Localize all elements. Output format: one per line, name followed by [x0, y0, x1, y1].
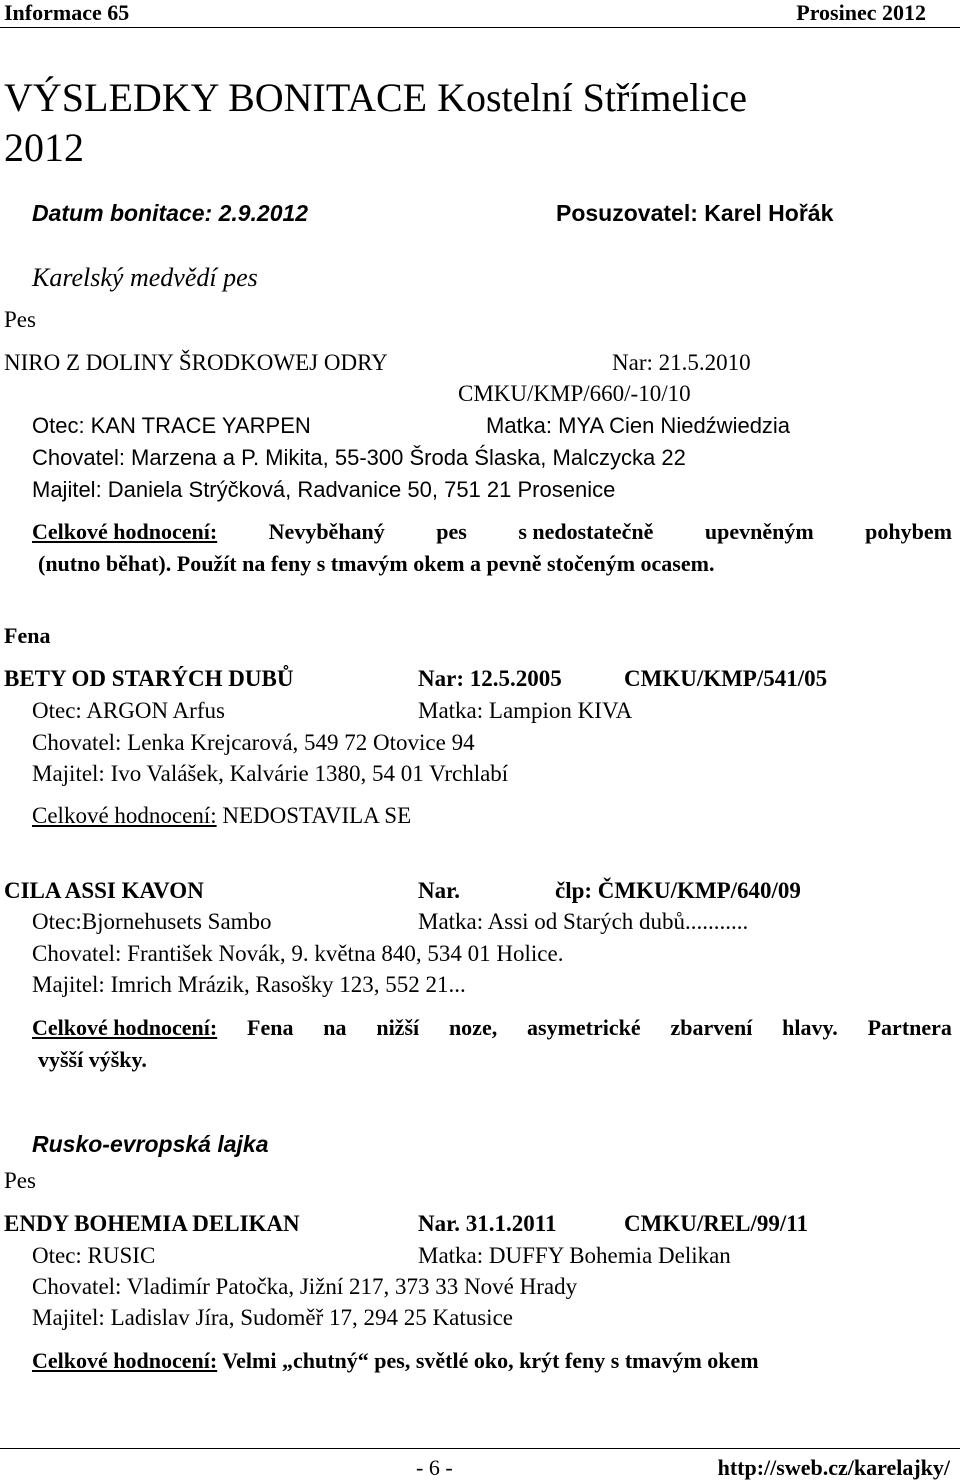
evaluation-word: na	[323, 1015, 347, 1040]
owner: Majitel: Daniela Strýčková, Radvanice 50, 751 21 Prosenice	[32, 477, 616, 502]
page-title: VÝSLEDKY BONITACE Kostelní Střímelice	[4, 75, 748, 120]
evaluation-label: Celkové hodnocení:	[32, 519, 218, 544]
sire: Otec: RUSIC	[32, 1243, 156, 1268]
sire: Otec: KAN TRACE YARPEN	[32, 413, 311, 438]
evaluation-word: noze,	[448, 1015, 498, 1040]
sex-heading: Fena	[4, 623, 51, 648]
overall-evaluation	[32, 1015, 952, 1041]
evaluation-label: Celkové hodnocení:	[32, 803, 217, 828]
evaluation-word: asymetrické	[527, 1015, 641, 1040]
breed-title: Rusko-evropská lajka	[32, 1131, 269, 1157]
evaluation-label: Celkové hodnocení:	[32, 1015, 218, 1040]
evaluation-word: pes	[436, 519, 467, 544]
sire: Otec:Bjornehusets Sambo	[32, 909, 272, 934]
dog-name: CILA ASSI KAVON	[4, 878, 204, 903]
dam: Matka: DUFFY Bohemia Delikan	[418, 1243, 731, 1268]
evaluation-word: Fena	[247, 1015, 294, 1040]
footer-rule	[0, 1448, 960, 1449]
evaluation-word: hlavy.	[782, 1015, 838, 1040]
evaluation-word: Nevyběhaný	[268, 519, 385, 544]
overall-evaluation	[32, 1348, 759, 1374]
dog-name: BETY OD STARÝCH DUBŮ	[4, 666, 294, 691]
page-title-year: 2012	[4, 125, 84, 170]
registration: člp: ČMKU/KMP/640/09	[555, 878, 801, 903]
overall-evaluation	[32, 519, 952, 545]
evaluation-text: Velmi „chutný“ pes, světlé oko, krýt feny s tmavým okem	[222, 1348, 759, 1373]
header-right: Prosinec 2012	[796, 0, 926, 25]
birth-date: Nar. 31.1.2011	[418, 1211, 557, 1236]
evaluation-word: Partnera	[867, 1015, 952, 1040]
evaluation-word: pohybem	[865, 519, 952, 544]
owner: Majitel: Ivo Valášek, Kalvárie 1380, 54 01 Vrchlabí	[32, 761, 509, 786]
owner: Majitel: Ladislav Jíra, Sudoměř 17, 294 25 Katusice	[32, 1305, 513, 1330]
dam: Matka: Lampion KIVA	[418, 698, 633, 723]
registration: CMKU/KMP/660/-10/10	[458, 381, 691, 406]
evaluation-word: nižší	[376, 1015, 420, 1040]
sex-heading: Pes	[4, 1168, 36, 1193]
breed-title: Karelský medvědí pes	[32, 263, 258, 292]
evaluation-text: NEDOSTAVILA SE	[222, 803, 412, 828]
dam: Matka: MYA Cien Niedźwiedzia	[486, 413, 791, 438]
registration: CMKU/KMP/541/05	[624, 666, 828, 691]
page-number: - 6 -	[416, 1455, 453, 1480]
evaluation-recommendation: Použít na feny s tmavým okem a pevně stočeným ocasem.	[176, 551, 715, 576]
evaluation-date: Datum bonitace: 2.9.2012	[32, 200, 309, 226]
dog-name: NIRO Z DOLINY ŠRODKOWEJ ODRY	[4, 350, 388, 375]
breeder: Chovatel: Marzena a P. Mikita, 55-300 Šroda Ślaska, Malczycka 22	[32, 445, 686, 470]
dam: Matka: Assi od Starých dubů...........	[418, 909, 749, 934]
evaluation-continued: vyšší výšky.	[38, 1047, 147, 1072]
header-rule	[0, 27, 960, 28]
breeder: Chovatel: Vladimír Patočka, Jižní 217, 373 33 Nové Hrady	[32, 1274, 578, 1299]
birth-date: Nar: 12.5.2005	[418, 666, 562, 691]
birth-date: Nar: 21.5.2010	[612, 350, 751, 375]
sire: Otec: ARGON Arfus	[32, 698, 225, 723]
evaluation-label: Celkové hodnocení:	[32, 1348, 218, 1373]
breeder: Chovatel: Lenka Krejcarová, 549 72 Otovice 94	[32, 730, 475, 755]
owner: Majitel: Imrich Mrázik, Rasošky 123, 552 21...	[32, 972, 466, 997]
dog-name: ENDY BOHEMIA DELIKAN	[4, 1211, 300, 1236]
website-url: http://sweb.cz/karelajky/	[717, 1455, 950, 1480]
overall-evaluation	[32, 803, 411, 829]
birth-date: Nar.	[418, 878, 460, 903]
breeder: Chovatel: František Novák, 9. května 840, 534 01 Holice.	[32, 941, 564, 966]
header-left: Informace 65	[4, 0, 130, 25]
sex-heading: Pes	[4, 307, 36, 332]
evaluation-word: upevněným	[704, 519, 814, 544]
judge: Posuzovatel: Karel Hořák	[556, 200, 834, 226]
registration: CMKU/REL/99/11	[624, 1211, 809, 1236]
evaluation-word: s nedostatečně	[518, 519, 654, 544]
evaluation-text: (nutno běhat).	[38, 551, 172, 576]
evaluation-word: zbarvení	[670, 1015, 753, 1040]
evaluation-continued	[38, 551, 714, 577]
